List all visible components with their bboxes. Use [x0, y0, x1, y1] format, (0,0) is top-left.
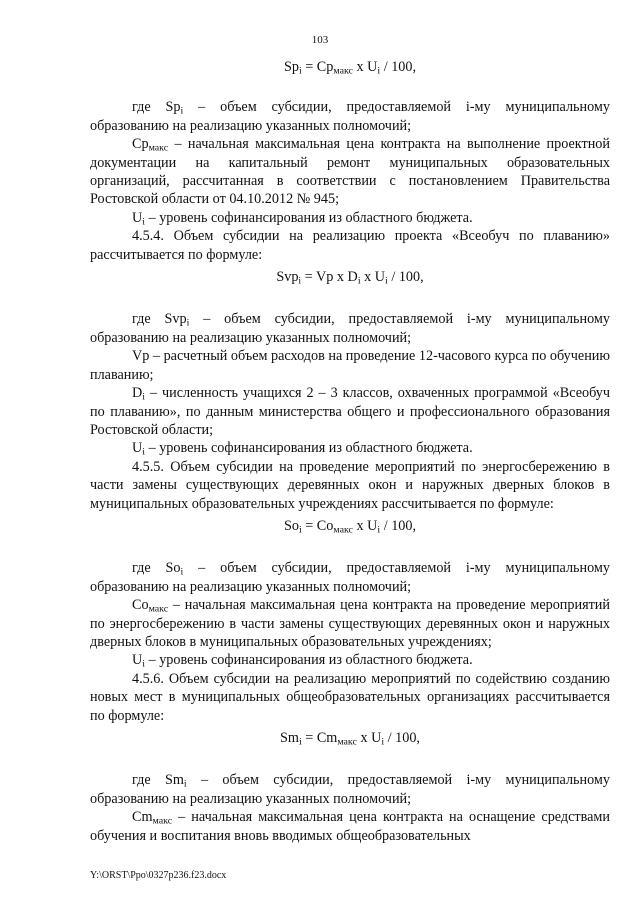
paragraph: [90, 651, 610, 669]
text-run: = Vp x D: [301, 269, 358, 286]
formula: [90, 729, 610, 747]
text-run: – объем субсидии, предоставляемой i-му муниципальному образованию на реализацию указанных полномочий;: [90, 311, 610, 346]
text-run: – объем субсидии, предоставляемой i-му муниципальному образованию на реализацию указанных полномочий;: [90, 772, 610, 807]
paragraph: [90, 559, 610, 596]
text-run: – уровень софинансирования из областного бюджета.: [145, 209, 473, 226]
text-run: = Co: [301, 517, 334, 534]
text-run: – объем субсидии, предоставляемой i-му муниципальному образованию на реализацию указанных полномочий;: [90, 99, 610, 134]
text-run: Vp – расчетный объем расходов на проведение 12-часового курса по обучению плаванию;: [90, 348, 610, 383]
text-run: / 100,: [380, 517, 417, 534]
subscript: i: [298, 65, 302, 77]
text-run: Cp: [132, 136, 149, 153]
subscript: макс: [148, 603, 169, 615]
paragraph: [90, 347, 610, 384]
subscript: i: [180, 105, 184, 117]
text-run: U: [132, 652, 143, 669]
paragraph: [90, 209, 610, 227]
text-run: 4.5.6. Объем субсидии на реализацию мероприятий по содействию созданию новых мест в муниципальных общеобразовательных организациях рассчитывается по формуле:: [90, 670, 610, 724]
text-run: x U: [360, 269, 386, 286]
subscript: i: [298, 736, 302, 748]
subscript: макс: [337, 736, 357, 748]
paragraph: [90, 808, 610, 845]
paragraph: [90, 458, 610, 513]
text-run: где Sm: [132, 772, 184, 789]
subscript: i: [142, 216, 146, 228]
text-run: где Sp: [132, 99, 181, 116]
text-run: – начальная максимальная цена контракта на выполнение проектной документации на капитальный ремонт муниципальных образовательных организаций, рассчитанная в соответствии с постановлением Правительства Ростовской области от 04.10.2012 № 945;: [90, 136, 610, 208]
paragraph: [90, 310, 610, 347]
paragraph: [90, 98, 610, 135]
text-run: U: [132, 209, 143, 226]
text-run: Sp: [283, 59, 299, 75]
page-number: 103: [311, 34, 329, 46]
text-run: – объем субсидии, предоставляемой i-му муниципальному образованию на реализацию указанных полномочий;: [90, 560, 610, 595]
file-path-footer: Y:\ORST\Ppo\0327p236.f23.docx: [90, 870, 227, 881]
text-run: = Cp: [301, 59, 334, 75]
text-run: 4.5.5. Объем субсидии на проведение мероприятий по энергосбережению в части замены существующих деревянных окон и наружных дверных блоков в муниципальных образовательных учреждениях рассчитывается по формуле:: [90, 458, 610, 512]
paragraph: [90, 135, 610, 209]
formula: [90, 517, 610, 535]
text-run: x U: [352, 59, 378, 75]
text-run: Sm: [280, 730, 299, 746]
text-run: x U: [352, 517, 378, 534]
text-run: – начальная максимальная цена контракта на проведение мероприятий по энергосбережению в части замены существующих деревянных окон и наружных дверных блоков в муниципальных образовательных учреждениях;: [90, 597, 610, 650]
subscript: i: [298, 524, 302, 536]
subscript: i: [385, 275, 388, 287]
text-run: Svp: [276, 269, 299, 286]
paragraph: [90, 227, 610, 264]
subscript: i: [142, 446, 146, 458]
text-run: 4.5.4. Объем субсидии на реализацию проекта «Всеобуч по плаванию» рассчитывается по формуле:: [90, 228, 610, 263]
document-body: [90, 58, 610, 845]
text-run: x U: [356, 730, 382, 746]
text-run: D: [132, 385, 143, 402]
text-run: So: [283, 517, 299, 534]
paragraph: [90, 384, 610, 439]
subscript: i: [186, 317, 190, 329]
subscript: макс: [333, 65, 353, 77]
text-run: U: [132, 440, 143, 457]
paragraph: [90, 670, 610, 725]
text-run: / 100,: [384, 730, 420, 746]
text-run: / 100,: [380, 59, 417, 75]
subscript: i: [381, 736, 385, 748]
text-run: – уровень софинансирования из областного бюджета.: [145, 652, 473, 669]
text-run: – начальная максимальная цена контракта на оснащение средствами обучения и воспитания вновь вводимых общеобразовательных: [90, 809, 610, 844]
text-run: – численность учащихся 2 – 3 классов, охваченных программой «Всеобуч по плаванию», по данным министерства общего и профессионального образования Ростовской области;: [90, 385, 610, 438]
subscript: макс: [148, 142, 169, 154]
text-run: – уровень софинансирования из областного бюджета.: [145, 440, 473, 457]
text-run: = Cm: [301, 730, 338, 746]
text-run: / 100,: [387, 269, 424, 286]
paragraph: [90, 439, 610, 457]
formula: [90, 58, 610, 76]
text-run: где So: [132, 560, 181, 577]
subscript: i: [142, 658, 146, 670]
subscript: макс: [333, 524, 353, 536]
formula: [90, 268, 610, 286]
subscript: i: [183, 778, 187, 790]
text-run: где Svp: [132, 311, 187, 328]
paragraph: [90, 771, 610, 808]
subscript: i: [377, 524, 381, 536]
subscript: i: [180, 566, 184, 578]
subscript: i: [298, 275, 302, 287]
subscript: i: [377, 65, 381, 77]
paragraph: [90, 596, 610, 651]
text-run: Co: [132, 597, 149, 614]
subscript: i: [142, 391, 146, 403]
subscript: i: [357, 275, 361, 287]
text-run: Cm: [132, 809, 153, 826]
subscript: макс: [152, 815, 173, 827]
